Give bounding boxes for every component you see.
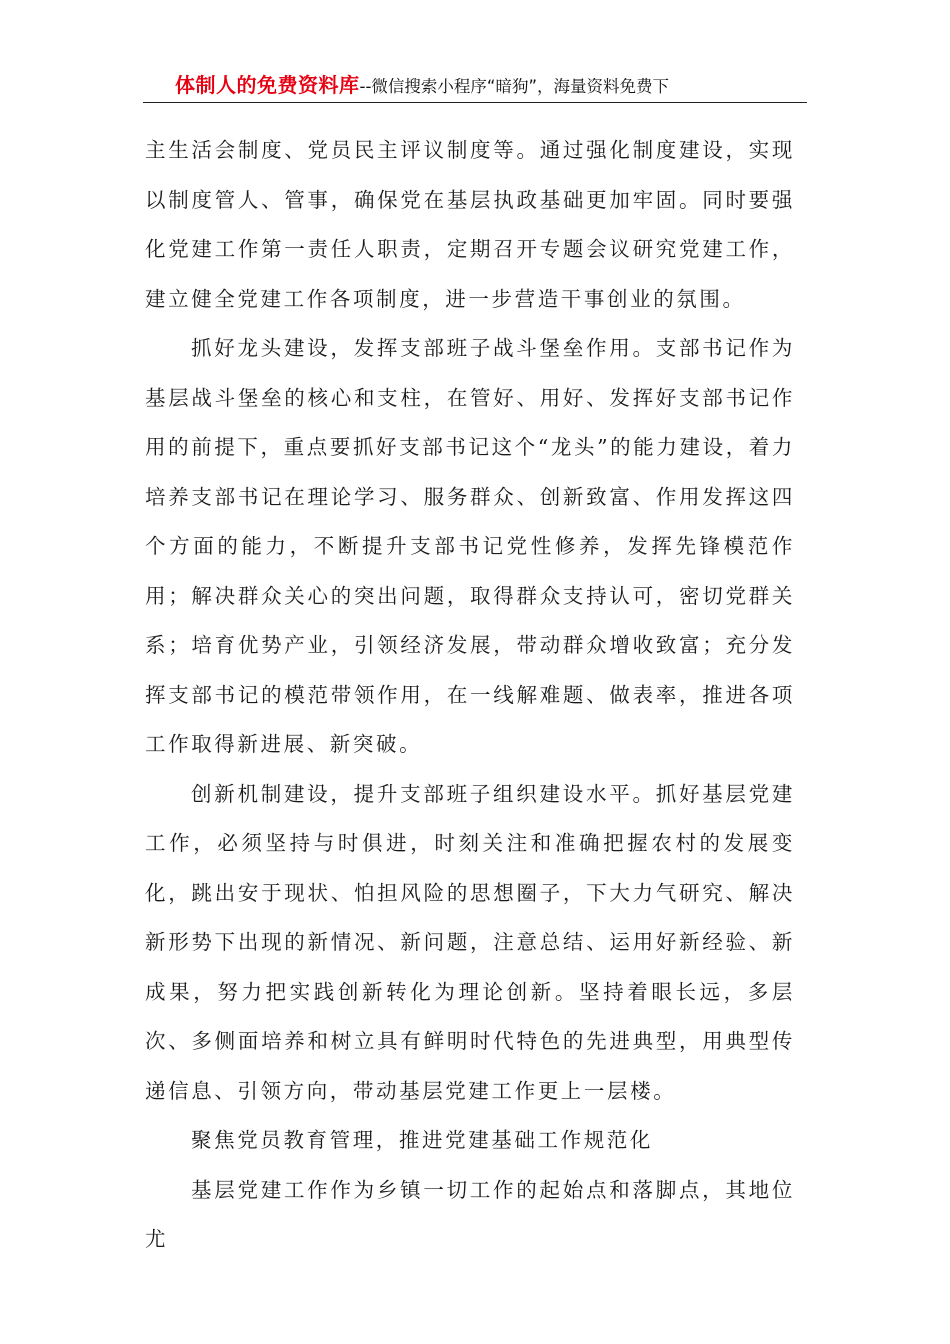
page-header [143,70,807,103]
header-brand: 体制人的免费资料库 [175,73,360,97]
paragraph-leadership: 抓好龙头建设，发挥支部班子战斗堡垒作用。支部书记作为基层战斗堡垒的核心和支柱，在管好、用好、发挥好支部书记作用的前提下，重点要抓好支部书记这个“龙头”的能力建设，着力培养支部书记在理论学习、服务群众、创新致富、作用发挥这四个方面的能力，不断提升支部书记党性修养，发挥先锋模范作用；解决群众关心的突出问题，取得群众支持认可，密切党群关系；培育优势产业，引领经济发展，带动群众增收致富；充分发挥支部书记的模范带领作用，在一线解难题、做表率，推进各项工作取得新进展、新突破。 [145,336,795,756]
paragraph-continuation: 主生活会制度、党员民主评议制度等。通过强化制度建设，实现以制度管人、管事，确保党在基层执政基础更加牢固。同时要强化党建工作第一责任人职责，定期召开专题会议研究党建工作，建立健全党建工作各项制度，进一步营造干事创业的氛围。 [145,138,795,311]
section-heading: 聚焦党员教育管理，推进党建基础工作规范化 [191,1128,653,1152]
paragraph-mechanism: 创新机制建设，提升支部班子组织建设水平。抓好基层党建工作，必须坚持与时俱进，时刻关注和准确把握农村的发展变化，跳出安于现状、怕担风险的思想圈子，下大力气研究、解决新形势下出现的新情况、新问题，注意总结、运用好新经验、新成果，努力把实践创新转化为理论创新。坚持着眼长远，多层次、多侧面培养和树立具有鲜明时代特色的先进典型，用典型传递信息、引领方向，带动基层党建工作更上一层楼。 [145,781,795,1103]
document-body [145,126,795,1265]
header-subtitle: --微信搜索小程序“暗狗”，海量资料免费下 [359,77,670,96]
paragraph-grassroots: 基层党建工作作为乡镇一切工作的起始点和落脚点，其地位尤 [145,1177,795,1251]
